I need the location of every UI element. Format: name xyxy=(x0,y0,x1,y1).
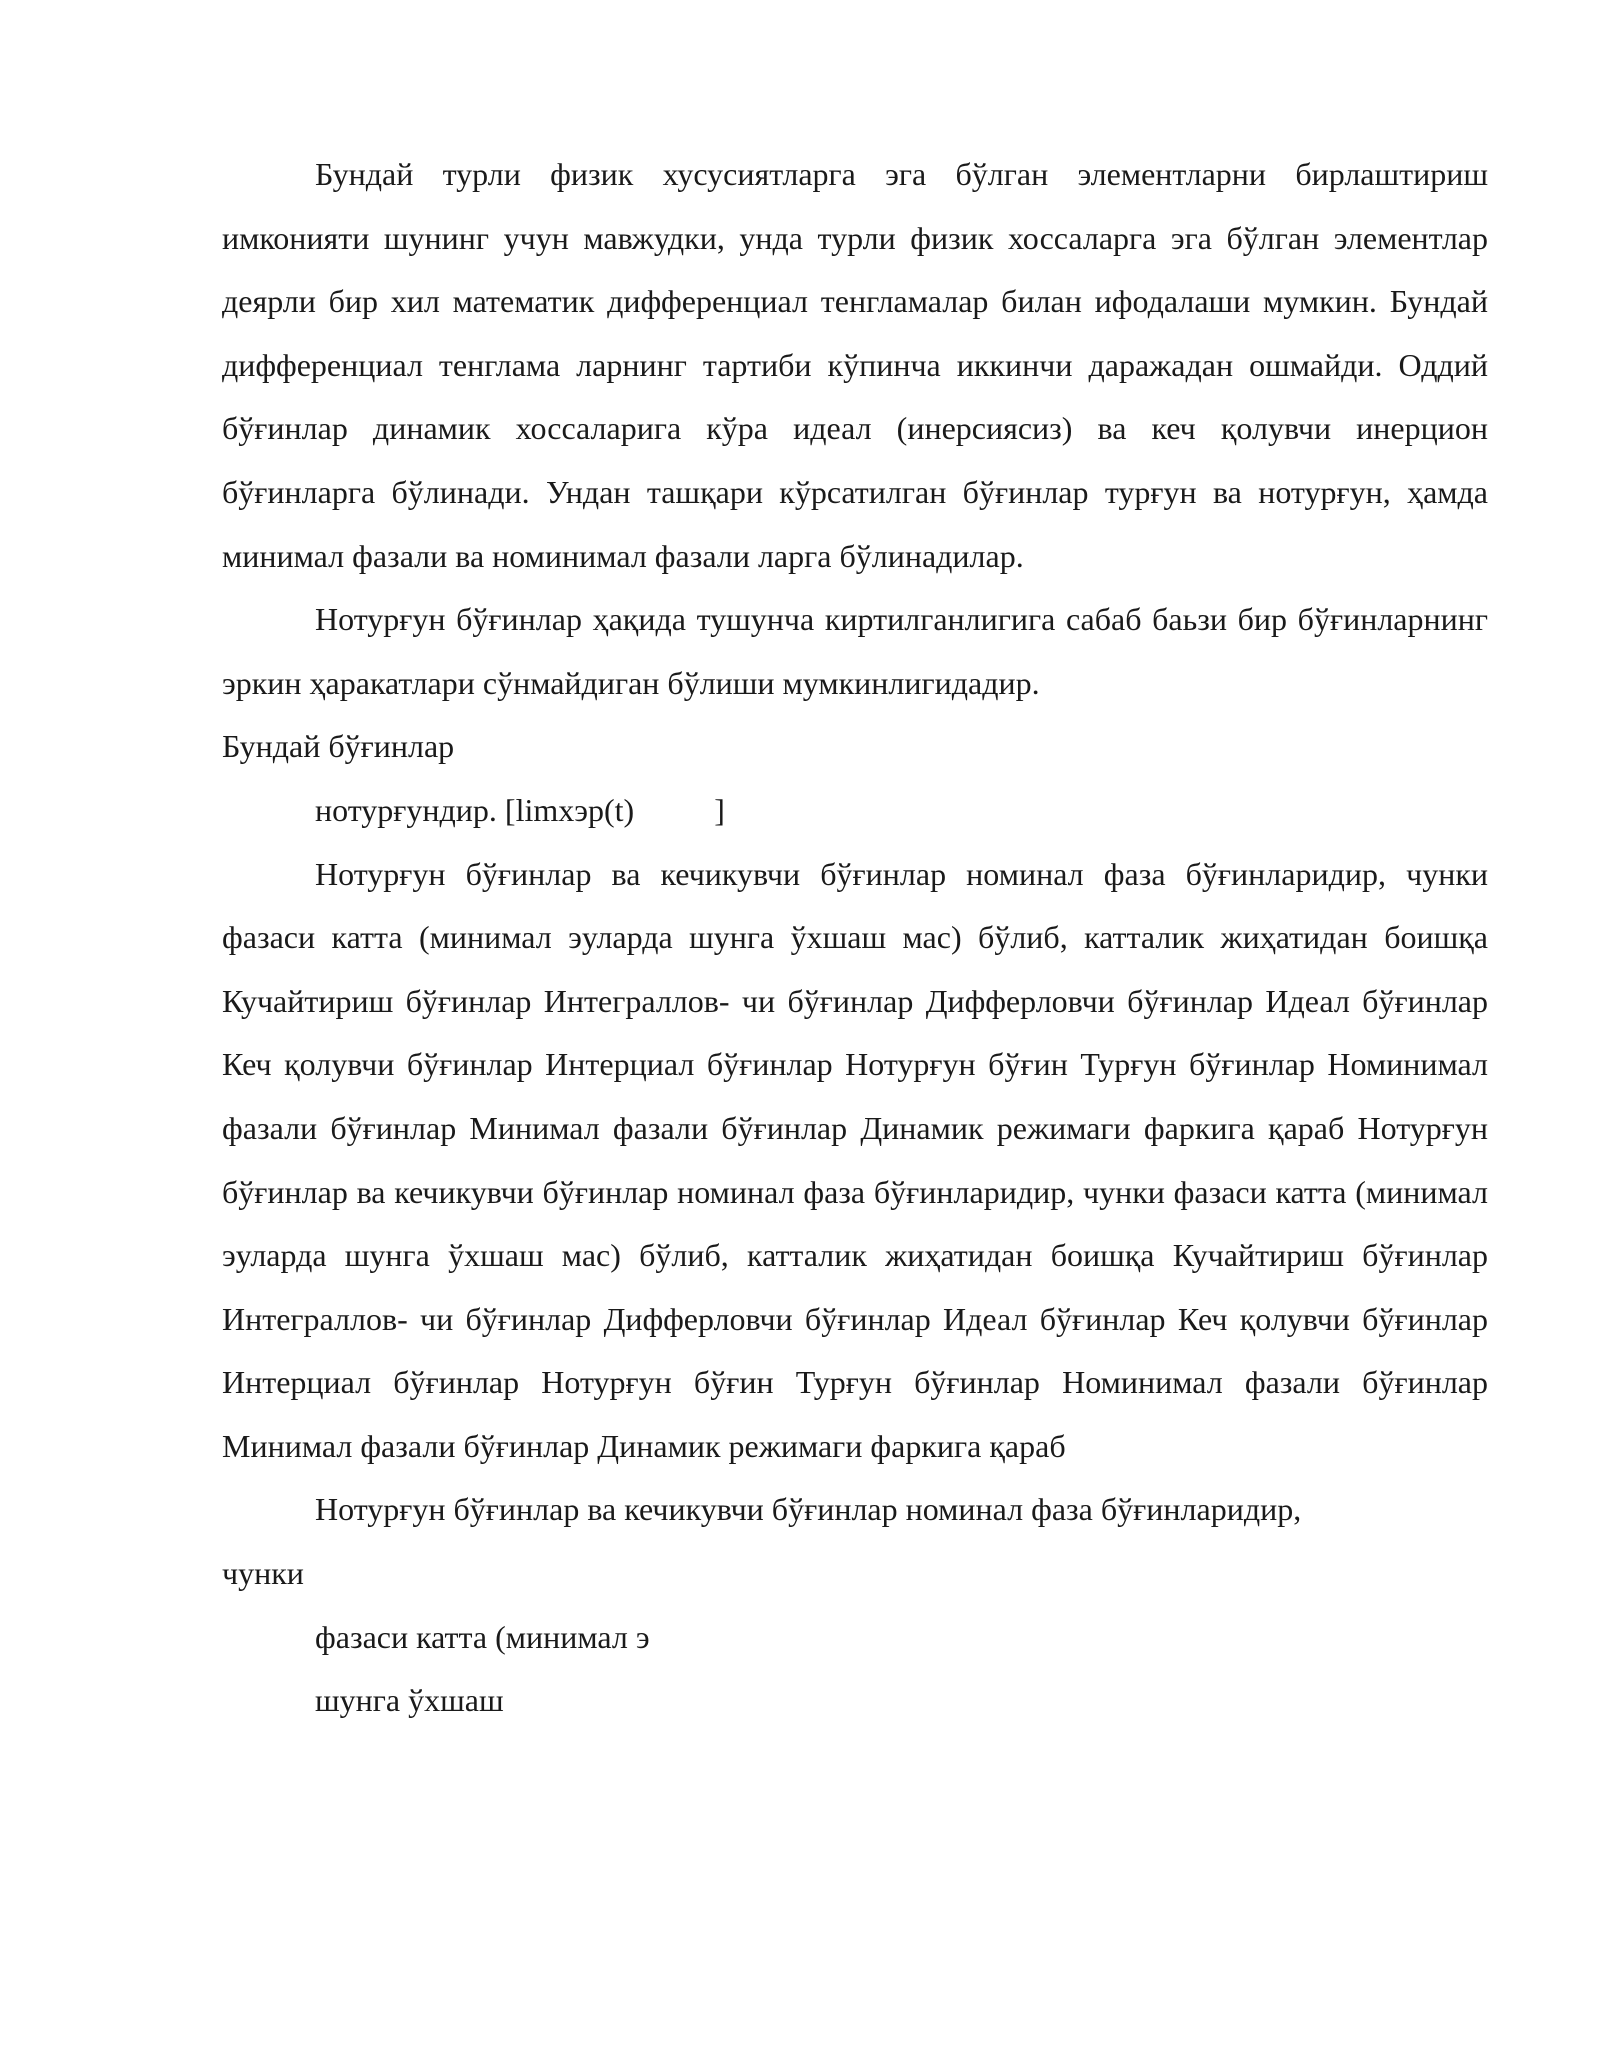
formula-line xyxy=(222,779,1488,843)
paragraph-4: Нотурғун бўғинлар ва кечикувчи бўғинлар номинал фаза бўғинларидир, xyxy=(315,1491,1302,1528)
paragraph-4-tail: чунки xyxy=(222,1555,304,1592)
fragment-line-2: шунга ўхшаш xyxy=(315,1682,504,1719)
paragraph-1: Бундай турли физик хусусиятларга эга бўлган элементларни бирлаштириш имконияти шунинг учун мавжудки, унда турли физик хоссаларга эга бўлган элементлар деярли бир хил математик дифференциал тенгламалар билан ифодалаши мумкин. Бундай дифференциал тенглама ларнинг тартиби кўпинча иккинчи даражадан ошмайди. Оддий бўғинлар динамик хоссаларига кўра идеал (инерсиясиз) ва кеч қолувчи инерцион бўғинларга бўлинади. Ундан ташқари кўрсатилган бўғинлар турғун ва нотурғун, ҳамда минимал фазали ва номинимал фазали ларга бўлинадилар. xyxy=(222,156,1488,574)
paragraph-2-tail: Бундай бўғинлар xyxy=(222,728,455,765)
paragraph-2: Нотурғун бўғинлар ҳақида тушунча киртилганлигига сабаб баьзи бир бўғинларнинг эркин ҳаракатлари сўнмайдиган бўлиши мумкинлигидадир. xyxy=(222,601,1488,701)
fragment-line-1: фазаси катта (минимал э xyxy=(315,1618,650,1655)
formula-text: нотурғундир. [limxэр(t) xyxy=(315,791,635,828)
paragraph-3: Нотурғун бўғинлар ва кечикувчи бўғинлар номинал фаза бўғинларидир, чунки фазаси катта (минимал эуларда шунга ўхшаш мас) бўлиб, катталик жиҳатидан боишқа Кучайтириш бўғинлар Интеграллов- чи бўғинлар Дифферловчи бўғинлар Идеал бўғинлар Кеч қолувчи бўғинлар Интерциал бўғинлар Нотурғун бўғин Турғун бўғинлар Номинимал фазали бўғинлар Минимал фазали бўғинлар Динамик режимаги фаркига қараб Нотурғун бўғинлар ва кечикувчи бўғинлар номинал фаза бўғинларидир, чунки фазаси катта (минимал эуларда шунга ўхшаш мас) бўлиб, катталик жиҳатидан боишқа Кучайтириш бўғинлар Интеграллов- чи бўғинлар Дифферловчи бўғинлар Идеал бўғинлар Кеч қолувчи бўғинлар Интерциал бўғинлар Нотурғун бўғин Турғун бўғинлар Номинимал фазали бўғинлар Минимал фазали бўғинлар Динамик режимаги фаркига қараб xyxy=(222,855,1488,1464)
document-body xyxy=(222,143,1488,1733)
formula-close-bracket: ] xyxy=(714,791,725,828)
